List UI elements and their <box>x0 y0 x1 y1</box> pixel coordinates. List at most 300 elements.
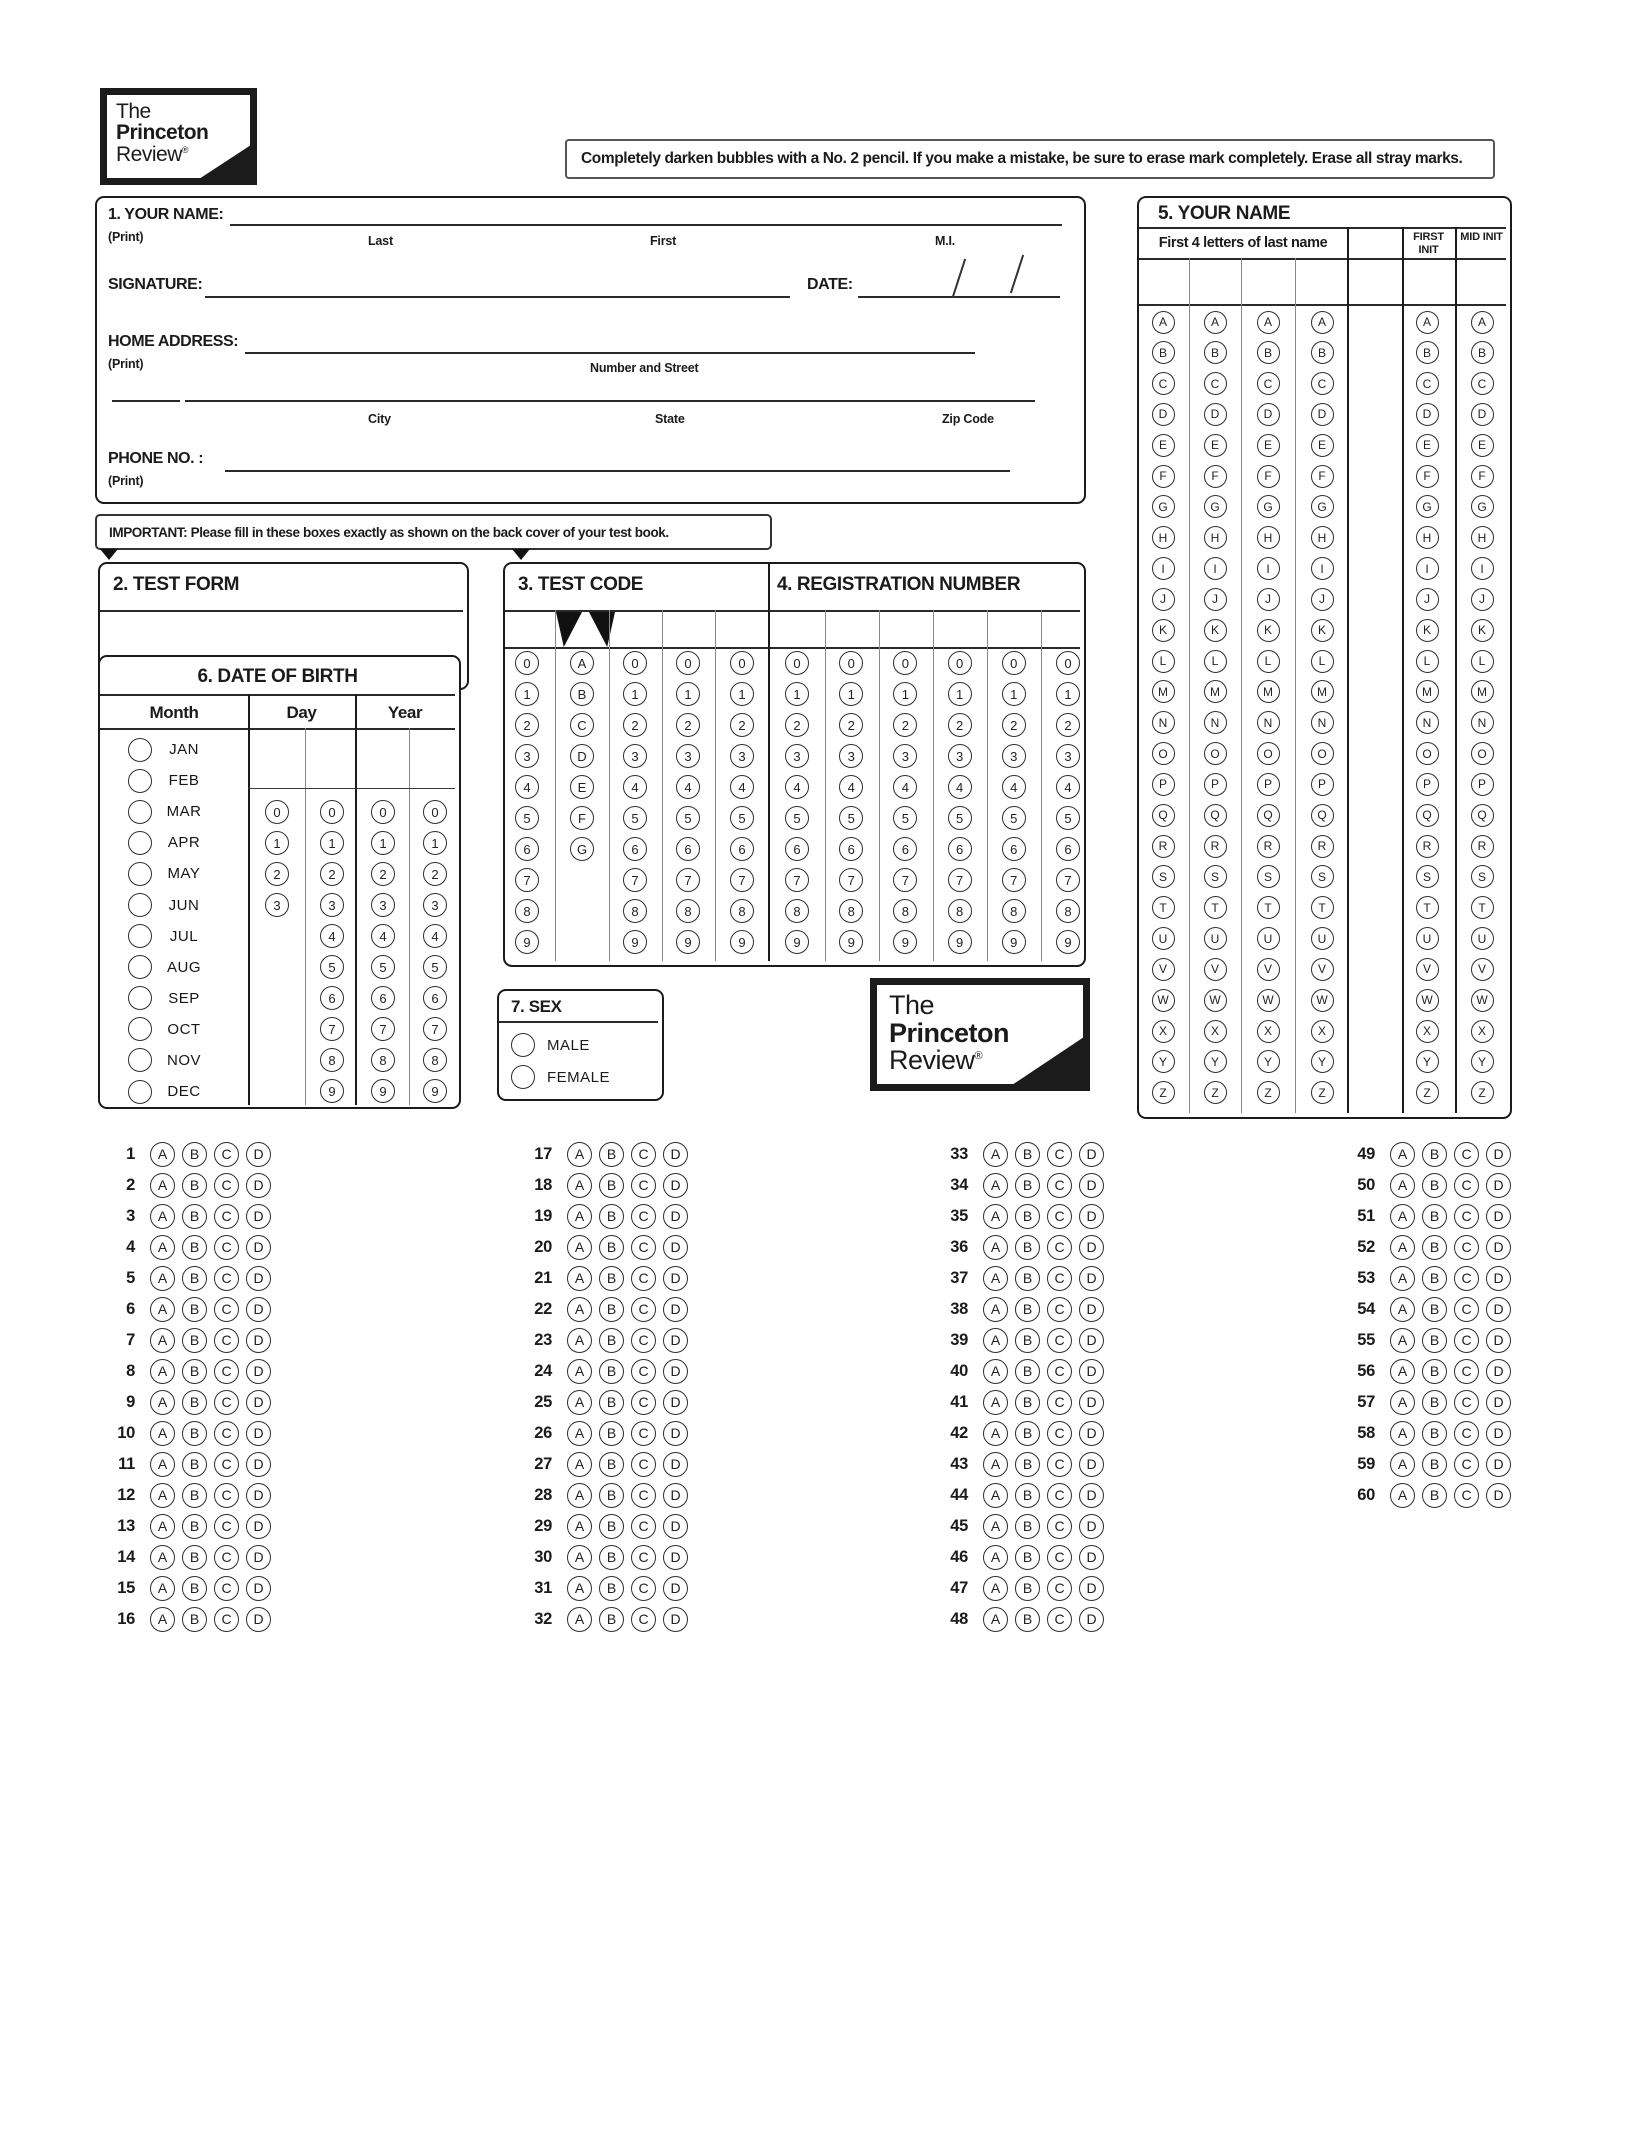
answer-5-D[interactable]: D <box>246 1266 271 1291</box>
firstinit-bubble-K[interactable]: K <box>1416 619 1439 642</box>
lastname4-bubble-L[interactable]: L <box>1311 650 1334 673</box>
lastname1-bubble-V[interactable]: V <box>1152 958 1175 981</box>
midinit-bubble-I[interactable]: I <box>1471 557 1494 580</box>
answer-39-C[interactable]: C <box>1047 1328 1072 1353</box>
lastname3-bubble-K[interactable]: K <box>1257 619 1280 642</box>
firstinit-bubble-S[interactable]: S <box>1416 865 1439 888</box>
answer-15-C[interactable]: C <box>214 1576 239 1601</box>
answer-9-D[interactable]: D <box>246 1390 271 1415</box>
answer-59-C[interactable]: C <box>1454 1452 1479 1477</box>
answer-40-A[interactable]: A <box>983 1359 1008 1384</box>
answer-31-D[interactable]: D <box>663 1576 688 1601</box>
answer-60-A[interactable]: A <box>1390 1483 1415 1508</box>
year-tens-bubble-7[interactable]: 7 <box>371 1017 395 1041</box>
registration4-bubble-3[interactable]: 3 <box>948 744 972 768</box>
answer-42-D[interactable]: D <box>1079 1421 1104 1446</box>
lastname2-bubble-G[interactable]: G <box>1204 495 1227 518</box>
answer-31-C[interactable]: C <box>631 1576 656 1601</box>
address-line[interactable] <box>245 352 975 354</box>
registration1-bubble-5[interactable]: 5 <box>785 806 809 830</box>
midinit-bubble-L[interactable]: L <box>1471 650 1494 673</box>
month-bubble-JAN[interactable] <box>128 738 152 762</box>
answer-47-C[interactable]: C <box>1047 1576 1072 1601</box>
address-line2[interactable] <box>185 400 1035 402</box>
answer-33-A[interactable]: A <box>983 1142 1008 1167</box>
testcode4-bubble-8[interactable]: 8 <box>676 899 700 923</box>
answer-49-A[interactable]: A <box>1390 1142 1415 1167</box>
answer-56-A[interactable]: A <box>1390 1359 1415 1384</box>
midinit-bubble-K[interactable]: K <box>1471 619 1494 642</box>
answer-55-A[interactable]: A <box>1390 1328 1415 1353</box>
answer-57-D[interactable]: D <box>1486 1390 1511 1415</box>
answer-4-A[interactable]: A <box>150 1235 175 1260</box>
answer-57-C[interactable]: C <box>1454 1390 1479 1415</box>
answer-5-B[interactable]: B <box>182 1266 207 1291</box>
answer-32-D[interactable]: D <box>663 1607 688 1632</box>
day-ones-bubble-6[interactable]: 6 <box>320 986 344 1010</box>
lastname2-bubble-C[interactable]: C <box>1204 372 1227 395</box>
answer-14-D[interactable]: D <box>246 1545 271 1570</box>
lastname2-bubble-W[interactable]: W <box>1204 989 1227 1012</box>
registration5-bubble-1[interactable]: 1 <box>1002 682 1026 706</box>
answer-10-B[interactable]: B <box>182 1421 207 1446</box>
answer-29-A[interactable]: A <box>567 1514 592 1539</box>
lastname1-bubble-Z[interactable]: Z <box>1152 1081 1175 1104</box>
answer-12-A[interactable]: A <box>150 1483 175 1508</box>
firstinit-bubble-M[interactable]: M <box>1416 680 1439 703</box>
lastname1-bubble-K[interactable]: K <box>1152 619 1175 642</box>
lastname4-bubble-M[interactable]: M <box>1311 680 1334 703</box>
registration6-bubble-2[interactable]: 2 <box>1056 713 1080 737</box>
day-ones-bubble-7[interactable]: 7 <box>320 1017 344 1041</box>
testcode5-bubble-8[interactable]: 8 <box>730 899 754 923</box>
midinit-bubble-X[interactable]: X <box>1471 1020 1494 1043</box>
answer-5-C[interactable]: C <box>214 1266 239 1291</box>
lastname4-bubble-N[interactable]: N <box>1311 711 1334 734</box>
testcode1-bubble-4[interactable]: 4 <box>515 775 539 799</box>
signature-line[interactable] <box>205 296 790 298</box>
lastname4-bubble-E[interactable]: E <box>1311 434 1334 457</box>
answer-2-A[interactable]: A <box>150 1173 175 1198</box>
answer-35-C[interactable]: C <box>1047 1204 1072 1229</box>
answer-14-C[interactable]: C <box>214 1545 239 1570</box>
answer-28-B[interactable]: B <box>599 1483 624 1508</box>
year-tens-bubble-2[interactable]: 2 <box>371 862 395 886</box>
lastname1-bubble-M[interactable]: M <box>1152 680 1175 703</box>
answer-6-B[interactable]: B <box>182 1297 207 1322</box>
firstinit-bubble-A[interactable]: A <box>1416 311 1439 334</box>
answer-58-D[interactable]: D <box>1486 1421 1511 1446</box>
answer-13-A[interactable]: A <box>150 1514 175 1539</box>
registration5-bubble-0[interactable]: 0 <box>1002 651 1026 675</box>
testcode1-bubble-8[interactable]: 8 <box>515 899 539 923</box>
lastname2-bubble-V[interactable]: V <box>1204 958 1227 981</box>
answer-60-B[interactable]: B <box>1422 1483 1447 1508</box>
answer-7-A[interactable]: A <box>150 1328 175 1353</box>
answer-50-B[interactable]: B <box>1422 1173 1447 1198</box>
firstinit-bubble-H[interactable]: H <box>1416 526 1439 549</box>
answer-50-A[interactable]: A <box>1390 1173 1415 1198</box>
firstinit-bubble-I[interactable]: I <box>1416 557 1439 580</box>
testcode2-bubble-A[interactable]: A <box>570 651 594 675</box>
answer-30-B[interactable]: B <box>599 1545 624 1570</box>
answer-34-A[interactable]: A <box>983 1173 1008 1198</box>
answer-40-D[interactable]: D <box>1079 1359 1104 1384</box>
lastname2-bubble-K[interactable]: K <box>1204 619 1227 642</box>
month-bubble-MAY[interactable] <box>128 862 152 886</box>
answer-40-C[interactable]: C <box>1047 1359 1072 1384</box>
answer-17-A[interactable]: A <box>567 1142 592 1167</box>
lastname1-bubble-G[interactable]: G <box>1152 495 1175 518</box>
answer-45-D[interactable]: D <box>1079 1514 1104 1539</box>
registration3-bubble-4[interactable]: 4 <box>893 775 917 799</box>
lastname2-bubble-N[interactable]: N <box>1204 711 1227 734</box>
midinit-bubble-R[interactable]: R <box>1471 835 1494 858</box>
midinit-bubble-S[interactable]: S <box>1471 865 1494 888</box>
answer-25-D[interactable]: D <box>663 1390 688 1415</box>
answer-19-D[interactable]: D <box>663 1204 688 1229</box>
answer-12-C[interactable]: C <box>214 1483 239 1508</box>
registration1-bubble-0[interactable]: 0 <box>785 651 809 675</box>
testcode2-bubble-B[interactable]: B <box>570 682 594 706</box>
midinit-bubble-H[interactable]: H <box>1471 526 1494 549</box>
answer-18-B[interactable]: B <box>599 1173 624 1198</box>
day-tens-bubble-0[interactable]: 0 <box>265 800 289 824</box>
answer-29-C[interactable]: C <box>631 1514 656 1539</box>
lastname2-bubble-A[interactable]: A <box>1204 311 1227 334</box>
midinit-bubble-M[interactable]: M <box>1471 680 1494 703</box>
lastname1-bubble-P[interactable]: P <box>1152 773 1175 796</box>
testcode4-bubble-2[interactable]: 2 <box>676 713 700 737</box>
lastname1-bubble-H[interactable]: H <box>1152 526 1175 549</box>
testcode5-bubble-2[interactable]: 2 <box>730 713 754 737</box>
registration5-bubble-7[interactable]: 7 <box>1002 868 1026 892</box>
lastname2-bubble-H[interactable]: H <box>1204 526 1227 549</box>
lastname2-bubble-I[interactable]: I <box>1204 557 1227 580</box>
midinit-bubble-Z[interactable]: Z <box>1471 1081 1494 1104</box>
testcode2-bubble-E[interactable]: E <box>570 775 594 799</box>
answer-52-A[interactable]: A <box>1390 1235 1415 1260</box>
day-tens-bubble-3[interactable]: 3 <box>265 893 289 917</box>
lastname3-bubble-U[interactable]: U <box>1257 927 1280 950</box>
answer-19-A[interactable]: A <box>567 1204 592 1229</box>
answer-7-D[interactable]: D <box>246 1328 271 1353</box>
answer-34-D[interactable]: D <box>1079 1173 1104 1198</box>
month-bubble-APR[interactable] <box>128 831 152 855</box>
lastname3-bubble-V[interactable]: V <box>1257 958 1280 981</box>
testcode4-bubble-5[interactable]: 5 <box>676 806 700 830</box>
firstinit-bubble-E[interactable]: E <box>1416 434 1439 457</box>
answer-54-C[interactable]: C <box>1454 1297 1479 1322</box>
registration6-bubble-4[interactable]: 4 <box>1056 775 1080 799</box>
answer-24-C[interactable]: C <box>631 1359 656 1384</box>
answer-58-B[interactable]: B <box>1422 1421 1447 1446</box>
answer-51-B[interactable]: B <box>1422 1204 1447 1229</box>
lastname3-bubble-A[interactable]: A <box>1257 311 1280 334</box>
firstinit-bubble-G[interactable]: G <box>1416 495 1439 518</box>
lastname3-bubble-C[interactable]: C <box>1257 372 1280 395</box>
testcode4-bubble-7[interactable]: 7 <box>676 868 700 892</box>
answer-59-B[interactable]: B <box>1422 1452 1447 1477</box>
firstinit-bubble-T[interactable]: T <box>1416 896 1439 919</box>
answer-14-A[interactable]: A <box>150 1545 175 1570</box>
day-ones-bubble-5[interactable]: 5 <box>320 955 344 979</box>
registration4-bubble-9[interactable]: 9 <box>948 930 972 954</box>
answer-46-A[interactable]: A <box>983 1545 1008 1570</box>
year-ones-bubble-4[interactable]: 4 <box>423 924 447 948</box>
answer-56-C[interactable]: C <box>1454 1359 1479 1384</box>
lastname4-bubble-O[interactable]: O <box>1311 742 1334 765</box>
firstinit-bubble-W[interactable]: W <box>1416 989 1439 1012</box>
answer-27-B[interactable]: B <box>599 1452 624 1477</box>
testcode1-bubble-7[interactable]: 7 <box>515 868 539 892</box>
year-ones-bubble-9[interactable]: 9 <box>423 1079 447 1103</box>
testcode2-bubble-G[interactable]: G <box>570 837 594 861</box>
registration4-bubble-5[interactable]: 5 <box>948 806 972 830</box>
answer-10-A[interactable]: A <box>150 1421 175 1446</box>
answer-40-B[interactable]: B <box>1015 1359 1040 1384</box>
year-tens-bubble-5[interactable]: 5 <box>371 955 395 979</box>
testcode1-bubble-2[interactable]: 2 <box>515 713 539 737</box>
day-ones-bubble-0[interactable]: 0 <box>320 800 344 824</box>
lastname3-bubble-G[interactable]: G <box>1257 495 1280 518</box>
answer-6-D[interactable]: D <box>246 1297 271 1322</box>
answer-16-A[interactable]: A <box>150 1607 175 1632</box>
year-ones-bubble-8[interactable]: 8 <box>423 1048 447 1072</box>
testcode5-bubble-0[interactable]: 0 <box>730 651 754 675</box>
testcode4-bubble-4[interactable]: 4 <box>676 775 700 799</box>
lastname1-bubble-Y[interactable]: Y <box>1152 1050 1175 1073</box>
registration2-bubble-7[interactable]: 7 <box>839 868 863 892</box>
answer-50-D[interactable]: D <box>1486 1173 1511 1198</box>
firstinit-bubble-B[interactable]: B <box>1416 341 1439 364</box>
lastname1-bubble-X[interactable]: X <box>1152 1020 1175 1043</box>
answer-26-A[interactable]: A <box>567 1421 592 1446</box>
testcode5-bubble-4[interactable]: 4 <box>730 775 754 799</box>
address-line2a[interactable] <box>112 400 180 402</box>
registration3-bubble-1[interactable]: 1 <box>893 682 917 706</box>
day-ones-bubble-2[interactable]: 2 <box>320 862 344 886</box>
lastname1-bubble-T[interactable]: T <box>1152 896 1175 919</box>
registration4-bubble-4[interactable]: 4 <box>948 775 972 799</box>
registration5-bubble-4[interactable]: 4 <box>1002 775 1026 799</box>
lastname4-bubble-P[interactable]: P <box>1311 773 1334 796</box>
registration5-bubble-2[interactable]: 2 <box>1002 713 1026 737</box>
registration6-bubble-8[interactable]: 8 <box>1056 899 1080 923</box>
testcode3-bubble-3[interactable]: 3 <box>623 744 647 768</box>
day-ones-bubble-4[interactable]: 4 <box>320 924 344 948</box>
answer-45-B[interactable]: B <box>1015 1514 1040 1539</box>
testcode5-bubble-5[interactable]: 5 <box>730 806 754 830</box>
lastname4-bubble-D[interactable]: D <box>1311 403 1334 426</box>
answer-30-D[interactable]: D <box>663 1545 688 1570</box>
answer-8-A[interactable]: A <box>150 1359 175 1384</box>
registration1-bubble-8[interactable]: 8 <box>785 899 809 923</box>
answer-60-C[interactable]: C <box>1454 1483 1479 1508</box>
testcode1-bubble-5[interactable]: 5 <box>515 806 539 830</box>
registration2-bubble-3[interactable]: 3 <box>839 744 863 768</box>
registration3-bubble-8[interactable]: 8 <box>893 899 917 923</box>
year-tens-bubble-6[interactable]: 6 <box>371 986 395 1010</box>
day-ones-bubble-8[interactable]: 8 <box>320 1048 344 1072</box>
answer-18-C[interactable]: C <box>631 1173 656 1198</box>
answer-37-B[interactable]: B <box>1015 1266 1040 1291</box>
lastname2-bubble-E[interactable]: E <box>1204 434 1227 457</box>
answer-28-D[interactable]: D <box>663 1483 688 1508</box>
registration4-bubble-1[interactable]: 1 <box>948 682 972 706</box>
registration3-bubble-7[interactable]: 7 <box>893 868 917 892</box>
registration5-bubble-8[interactable]: 8 <box>1002 899 1026 923</box>
answer-34-B[interactable]: B <box>1015 1173 1040 1198</box>
lastname1-bubble-U[interactable]: U <box>1152 927 1175 950</box>
registration3-bubble-2[interactable]: 2 <box>893 713 917 737</box>
lastname3-bubble-Q[interactable]: Q <box>1257 804 1280 827</box>
answer-36-A[interactable]: A <box>983 1235 1008 1260</box>
lastname1-bubble-O[interactable]: O <box>1152 742 1175 765</box>
answer-49-D[interactable]: D <box>1486 1142 1511 1167</box>
answer-3-D[interactable]: D <box>246 1204 271 1229</box>
month-bubble-OCT[interactable] <box>128 1017 152 1041</box>
answer-29-B[interactable]: B <box>599 1514 624 1539</box>
registration1-bubble-1[interactable]: 1 <box>785 682 809 706</box>
answer-48-B[interactable]: B <box>1015 1607 1040 1632</box>
testcode1-bubble-3[interactable]: 3 <box>515 744 539 768</box>
lastname4-bubble-V[interactable]: V <box>1311 958 1334 981</box>
day-tens-bubble-2[interactable]: 2 <box>265 862 289 886</box>
answer-20-C[interactable]: C <box>631 1235 656 1260</box>
lastname3-bubble-O[interactable]: O <box>1257 742 1280 765</box>
lastname4-bubble-W[interactable]: W <box>1311 989 1334 1012</box>
lastname2-bubble-P[interactable]: P <box>1204 773 1227 796</box>
registration2-bubble-1[interactable]: 1 <box>839 682 863 706</box>
registration1-bubble-7[interactable]: 7 <box>785 868 809 892</box>
lastname2-bubble-R[interactable]: R <box>1204 835 1227 858</box>
year-tens-bubble-3[interactable]: 3 <box>371 893 395 917</box>
lastname3-bubble-X[interactable]: X <box>1257 1020 1280 1043</box>
lastname4-bubble-U[interactable]: U <box>1311 927 1334 950</box>
answer-39-A[interactable]: A <box>983 1328 1008 1353</box>
midinit-bubble-W[interactable]: W <box>1471 989 1494 1012</box>
answer-25-A[interactable]: A <box>567 1390 592 1415</box>
firstinit-bubble-R[interactable]: R <box>1416 835 1439 858</box>
answer-8-D[interactable]: D <box>246 1359 271 1384</box>
answer-52-B[interactable]: B <box>1422 1235 1447 1260</box>
answer-53-A[interactable]: A <box>1390 1266 1415 1291</box>
registration2-bubble-0[interactable]: 0 <box>839 651 863 675</box>
lastname2-bubble-T[interactable]: T <box>1204 896 1227 919</box>
lastname4-bubble-X[interactable]: X <box>1311 1020 1334 1043</box>
answer-29-D[interactable]: D <box>663 1514 688 1539</box>
answer-54-A[interactable]: A <box>1390 1297 1415 1322</box>
answer-23-C[interactable]: C <box>631 1328 656 1353</box>
lastname2-bubble-S[interactable]: S <box>1204 865 1227 888</box>
testcode4-bubble-1[interactable]: 1 <box>676 682 700 706</box>
lastname3-bubble-D[interactable]: D <box>1257 403 1280 426</box>
answer-25-B[interactable]: B <box>599 1390 624 1415</box>
registration3-bubble-0[interactable]: 0 <box>893 651 917 675</box>
answer-13-D[interactable]: D <box>246 1514 271 1539</box>
answer-44-B[interactable]: B <box>1015 1483 1040 1508</box>
registration4-bubble-0[interactable]: 0 <box>948 651 972 675</box>
answer-26-C[interactable]: C <box>631 1421 656 1446</box>
answer-21-B[interactable]: B <box>599 1266 624 1291</box>
registration5-bubble-5[interactable]: 5 <box>1002 806 1026 830</box>
answer-11-A[interactable]: A <box>150 1452 175 1477</box>
answer-42-B[interactable]: B <box>1015 1421 1040 1446</box>
lastname2-bubble-U[interactable]: U <box>1204 927 1227 950</box>
testcode3-bubble-1[interactable]: 1 <box>623 682 647 706</box>
answer-57-B[interactable]: B <box>1422 1390 1447 1415</box>
day-ones-bubble-9[interactable]: 9 <box>320 1079 344 1103</box>
lastname2-bubble-Y[interactable]: Y <box>1204 1050 1227 1073</box>
answer-52-D[interactable]: D <box>1486 1235 1511 1260</box>
answer-26-B[interactable]: B <box>599 1421 624 1446</box>
lastname2-bubble-L[interactable]: L <box>1204 650 1227 673</box>
lastname1-bubble-L[interactable]: L <box>1152 650 1175 673</box>
lastname4-bubble-Y[interactable]: Y <box>1311 1050 1334 1073</box>
answer-42-C[interactable]: C <box>1047 1421 1072 1446</box>
date-line[interactable] <box>858 296 1060 298</box>
answer-33-D[interactable]: D <box>1079 1142 1104 1167</box>
registration2-bubble-4[interactable]: 4 <box>839 775 863 799</box>
lastname2-bubble-X[interactable]: X <box>1204 1020 1227 1043</box>
answer-54-D[interactable]: D <box>1486 1297 1511 1322</box>
registration1-bubble-3[interactable]: 3 <box>785 744 809 768</box>
answer-14-B[interactable]: B <box>182 1545 207 1570</box>
answer-30-A[interactable]: A <box>567 1545 592 1570</box>
answer-37-A[interactable]: A <box>983 1266 1008 1291</box>
registration2-bubble-2[interactable]: 2 <box>839 713 863 737</box>
midinit-bubble-O[interactable]: O <box>1471 742 1494 765</box>
answer-25-C[interactable]: C <box>631 1390 656 1415</box>
answer-49-C[interactable]: C <box>1454 1142 1479 1167</box>
testcode1-bubble-9[interactable]: 9 <box>515 930 539 954</box>
sex-bubble-FEMALE[interactable] <box>511 1065 535 1089</box>
answer-48-A[interactable]: A <box>983 1607 1008 1632</box>
firstinit-bubble-Y[interactable]: Y <box>1416 1050 1439 1073</box>
answer-30-C[interactable]: C <box>631 1545 656 1570</box>
answer-41-A[interactable]: A <box>983 1390 1008 1415</box>
registration6-bubble-3[interactable]: 3 <box>1056 744 1080 768</box>
lastname1-bubble-D[interactable]: D <box>1152 403 1175 426</box>
answer-55-B[interactable]: B <box>1422 1328 1447 1353</box>
answer-3-B[interactable]: B <box>182 1204 207 1229</box>
year-ones-bubble-6[interactable]: 6 <box>423 986 447 1010</box>
answer-2-D[interactable]: D <box>246 1173 271 1198</box>
lastname3-bubble-Z[interactable]: Z <box>1257 1081 1280 1104</box>
answer-36-B[interactable]: B <box>1015 1235 1040 1260</box>
answer-6-C[interactable]: C <box>214 1297 239 1322</box>
lastname3-bubble-Y[interactable]: Y <box>1257 1050 1280 1073</box>
answer-32-C[interactable]: C <box>631 1607 656 1632</box>
lastname3-bubble-R[interactable]: R <box>1257 835 1280 858</box>
answer-42-A[interactable]: A <box>983 1421 1008 1446</box>
answer-43-D[interactable]: D <box>1079 1452 1104 1477</box>
registration3-bubble-6[interactable]: 6 <box>893 837 917 861</box>
answer-60-D[interactable]: D <box>1486 1483 1511 1508</box>
answer-58-A[interactable]: A <box>1390 1421 1415 1446</box>
answer-21-D[interactable]: D <box>663 1266 688 1291</box>
lastname2-bubble-M[interactable]: M <box>1204 680 1227 703</box>
answer-43-A[interactable]: A <box>983 1452 1008 1477</box>
answer-24-D[interactable]: D <box>663 1359 688 1384</box>
testcode3-bubble-6[interactable]: 6 <box>623 837 647 861</box>
answer-41-C[interactable]: C <box>1047 1390 1072 1415</box>
year-ones-bubble-2[interactable]: 2 <box>423 862 447 886</box>
answer-45-C[interactable]: C <box>1047 1514 1072 1539</box>
registration2-bubble-9[interactable]: 9 <box>839 930 863 954</box>
testcode1-bubble-1[interactable]: 1 <box>515 682 539 706</box>
